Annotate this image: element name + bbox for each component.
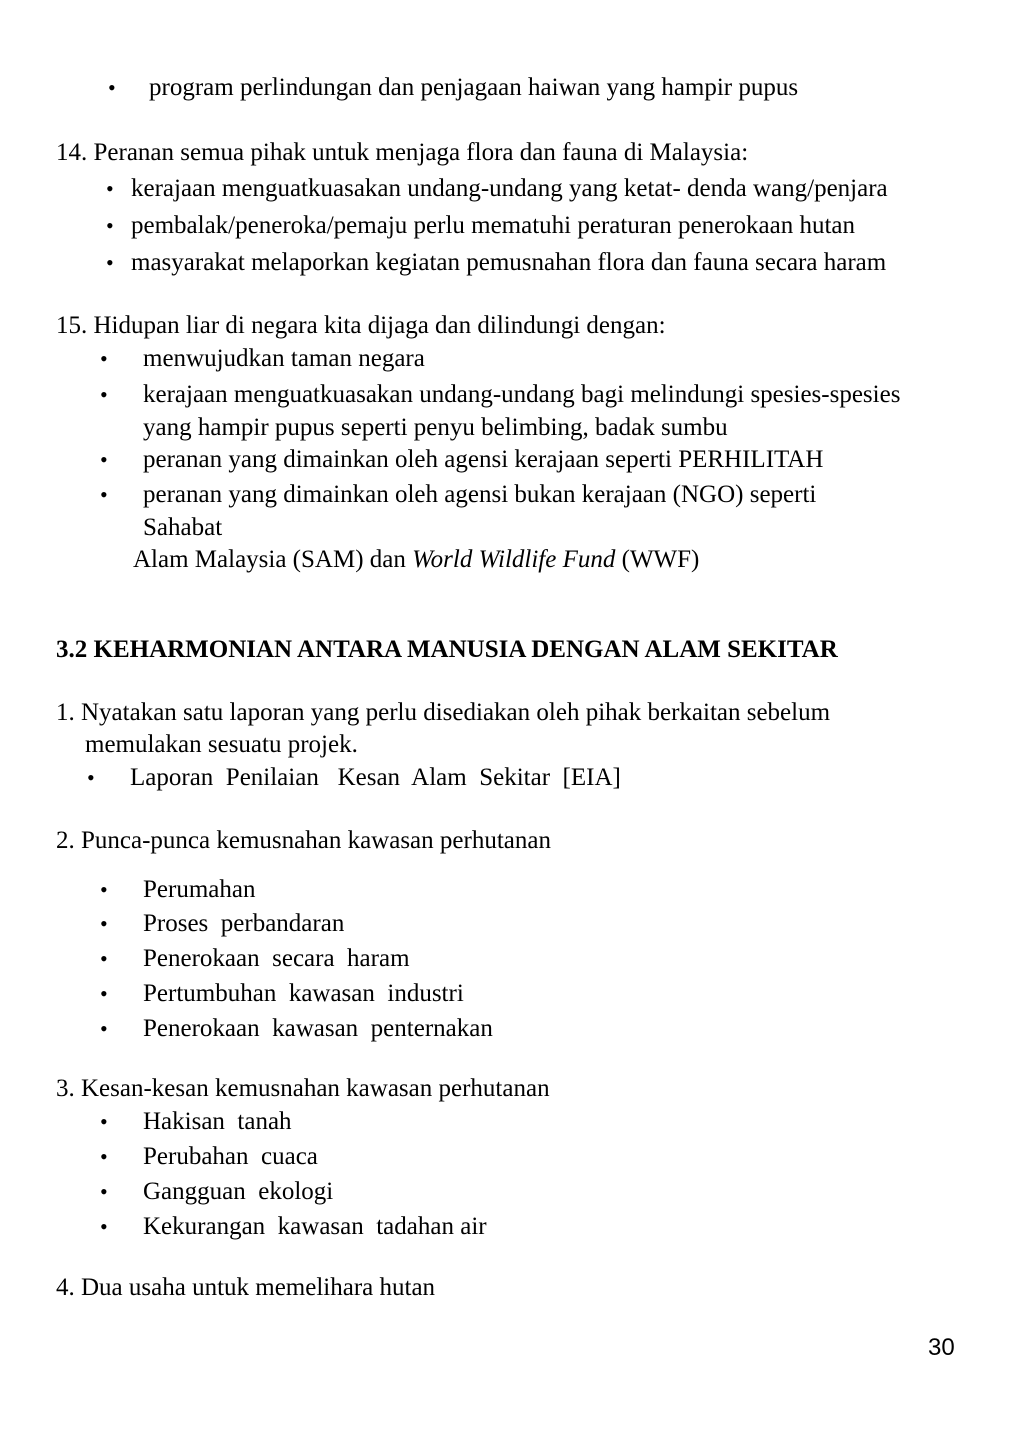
bullet-icon: • [100,1144,108,1169]
bullet-icon: • [100,981,108,1006]
list-item: Penerokaan kawasan penternakan [143,1015,493,1042]
question-15-title: 15. Hidupan liar di negara kita dijaga dan dilindungi dengan: [56,312,666,339]
bullet-icon: • [100,946,108,971]
question-3-title: 3. Kesan-kesan kemusnahan kawasan perhutanan [56,1075,550,1102]
list-item: kerajaan menguatkuasakan undang-undang bagi melindungi spesies-spesies [143,381,901,408]
question-2-title: 2. Punca-punca kemusnahan kawasan perhutanan [56,827,551,854]
list-item: Pertumbuhan kawasan industri [143,980,464,1007]
bullet-icon: • [100,482,108,507]
bullet-icon: • [106,213,114,238]
question-4-title: 4. Dua usaha untuk memelihara hutan [56,1274,436,1301]
list-item: Hakisan tanah [143,1108,292,1135]
list-item-continuation: yang hampir pupus seperti penyu belimbing, badak sumbu [143,414,728,441]
list-item: Kekurangan kawasan tadahan air [143,1213,487,1240]
bullet-icon: • [100,1214,108,1239]
bullet-icon: • [106,250,114,275]
list-item: Perumahan [143,876,256,903]
list-item: Gangguan ekologi [143,1178,334,1205]
list-item: Penerokaan secara haram [143,945,410,972]
question-14-title: 14. Peranan semua pihak untuk menjaga flora dan fauna di Malaysia: [56,139,749,166]
list-item: Proses perbandaran [143,910,345,937]
list-item: peranan yang dimainkan oleh agensi bukan kerajaan (NGO) seperti [143,481,817,508]
bullet-icon: • [100,1179,108,1204]
org-text: (WWF) [615,546,700,573]
list-item: Perubahan cuaca [143,1143,318,1170]
bullet-icon: • [108,75,116,100]
list-item: menwujudkan taman negara [143,345,425,372]
list-item: pembalak/peneroka/pemaju perlu mematuhi peraturan penerokaan hutan [131,212,855,239]
list-item-continuation [133,545,699,575]
org-text: Alam Malaysia (SAM) dan [133,546,413,573]
bullet-icon: • [100,911,108,936]
section-heading: 3.2 KEHARMONIAN ANTARA MANUSIA DENGAN ALAM SEKITAR [56,636,838,663]
list-item: Laporan Penilaian Kesan Alam Sekitar [EIA] [130,764,621,791]
bullet-icon: • [100,447,108,472]
list-item: masyarakat melaporkan kegiatan pemusnahan flora dan fauna secara haram [131,249,887,276]
bullet-icon: • [100,382,108,407]
bullet-icon: • [87,765,95,790]
org-name-italic: World Wildlife Fund [412,546,616,573]
bullet-icon: • [106,176,114,201]
question-1-title-continuation: memulakan sesuatu projek. [85,731,358,758]
question-1-title: 1. Nyatakan satu laporan yang perlu disediakan oleh pihak berkaitan sebelum [56,699,831,726]
list-item: peranan yang dimainkan oleh agensi kerajaan seperti PERHILITAH [143,446,824,473]
list-item: kerajaan menguatkuasakan undang-undang yang ketat- denda wang/penjara [131,175,888,202]
bullet-icon: • [100,1109,108,1134]
page-number: 30 [928,1334,955,1361]
bullet-icon: • [100,346,108,371]
bullet-icon: • [100,877,108,902]
list-item-continuation: Sahabat [143,514,223,541]
list-item: program perlindungan dan penjagaan haiwan yang hampir pupus [149,74,799,101]
bullet-icon: • [100,1016,108,1041]
